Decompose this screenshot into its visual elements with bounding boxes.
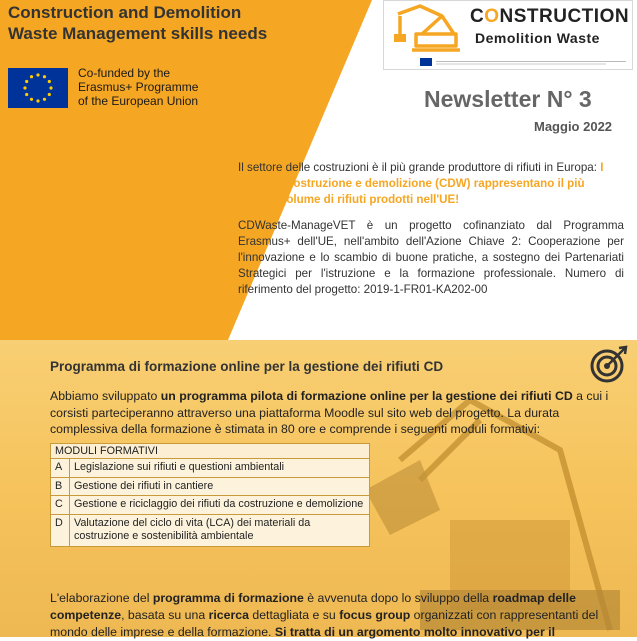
body2-part-h: focus group bbox=[339, 608, 411, 622]
eu-text-line-1: Co-funded by the bbox=[78, 66, 171, 80]
body2-part-g: dettagliata e su bbox=[248, 608, 340, 622]
module-text: Valutazione del ciclo di vita (LCA) dei materiali da costruzione e sostenibilità ambientale bbox=[70, 514, 370, 546]
intro-p1-normal: Il settore delle costruzioni è il più grande produttore di rifiuti in Europa: bbox=[238, 161, 601, 174]
newsletter-title: Newsletter N° 3 bbox=[424, 86, 592, 112]
body2-part-i: organizzati con rappresentanti del mondo delle imprese e della formazione. bbox=[50, 608, 599, 639]
logo-letter-c: C bbox=[470, 6, 485, 27]
project-title-line-2: Waste Management skills needs bbox=[8, 24, 268, 43]
module-text: Gestione e riciclaggio dei rifiuti da costruzione e demolizione bbox=[70, 496, 370, 515]
body2-part-d: roadmap delle competenze bbox=[50, 591, 576, 622]
logo-disclaimer-strip bbox=[420, 58, 630, 66]
body2-part-f: ricerca bbox=[208, 608, 249, 622]
modules-table-header: MODULI FORMATIVI bbox=[51, 444, 370, 459]
module-letter: C bbox=[51, 496, 70, 515]
logo-construction-word bbox=[470, 6, 629, 28]
intro-paragraph-1 bbox=[238, 160, 624, 208]
newsletter-date: Maggio 2022 bbox=[534, 119, 613, 134]
section-body-1 bbox=[50, 388, 626, 438]
body2-part-a: L'elaborazione del bbox=[50, 591, 153, 605]
section-title: Programma di formazione online per la gestione dei rifiuti CD bbox=[50, 359, 444, 374]
table-row bbox=[51, 477, 370, 496]
intro-p1-highlight: I rifiuti da costruzione e demolizione (CDW) rappresentano il più grande volume di rifiuti prodotti nell'UE! bbox=[238, 161, 604, 206]
eu-cofunding-text bbox=[78, 66, 228, 108]
eu-text-line-3: of the European Union bbox=[78, 94, 199, 108]
project-title bbox=[8, 2, 368, 44]
logo-word-rest: NSTRUCTION bbox=[499, 6, 630, 27]
table-row bbox=[51, 496, 370, 515]
table-row bbox=[51, 459, 370, 478]
body1-part-b: un programma pilota di formazione online per la gestione dei rifiuti CD bbox=[160, 389, 573, 403]
module-letter: B bbox=[51, 477, 70, 496]
body2-part-e: , basata su una bbox=[121, 608, 209, 622]
body1-part-c: a cui i corsisti parteciperanno attraverso una piattaforma Moodle sul sito web del progetto. La durata complessiva della formazione è stimata in 80 ore e comprende i seguenti moduli formativi: bbox=[50, 389, 609, 436]
body2-part-j: Si tratta di un argomento molto innovativo per il bbox=[274, 625, 556, 639]
module-text: Gestione dei rifiuti in cantiere bbox=[70, 477, 370, 496]
modules-table bbox=[50, 443, 370, 547]
eu-text-line-2: Erasmus+ Programme bbox=[78, 80, 199, 94]
body2-part-c: è avvenuta dopo lo sviluppo della bbox=[303, 591, 493, 605]
section-body-2 bbox=[50, 590, 632, 641]
eu-flag-icon bbox=[8, 68, 68, 108]
module-letter: A bbox=[51, 459, 70, 478]
logo-demolition-waste: Demolition Waste bbox=[475, 30, 600, 46]
body2-part-b: programma di formazione bbox=[152, 591, 304, 605]
intro-paragraph-2: CDWaste-ManageVET è un progetto cofinanziato dal Programma Erasmus+ dell'UE, nell'ambito dell'Azione Chiave 2: Cooperazione per l'innovazione e lo scambio di buone pratiche, a sostegno dei Partenariati Strategici per l'istruzione e la formazione professionale. Numero di riferimento del progetto: 2019-1-FR01-KA202-00 bbox=[238, 219, 624, 296]
module-text: Legislazione sui rifiuti e questioni ambientali bbox=[70, 459, 370, 478]
logo-letter-o: O bbox=[484, 6, 500, 27]
table-row bbox=[51, 514, 370, 546]
module-letter: D bbox=[51, 514, 70, 546]
crane-logo-icon bbox=[392, 4, 464, 56]
target-icon bbox=[589, 344, 629, 384]
project-title-line-1: Construction and Demolition bbox=[8, 3, 242, 22]
body1-part-a: Abbiamo sviluppato bbox=[50, 389, 161, 403]
